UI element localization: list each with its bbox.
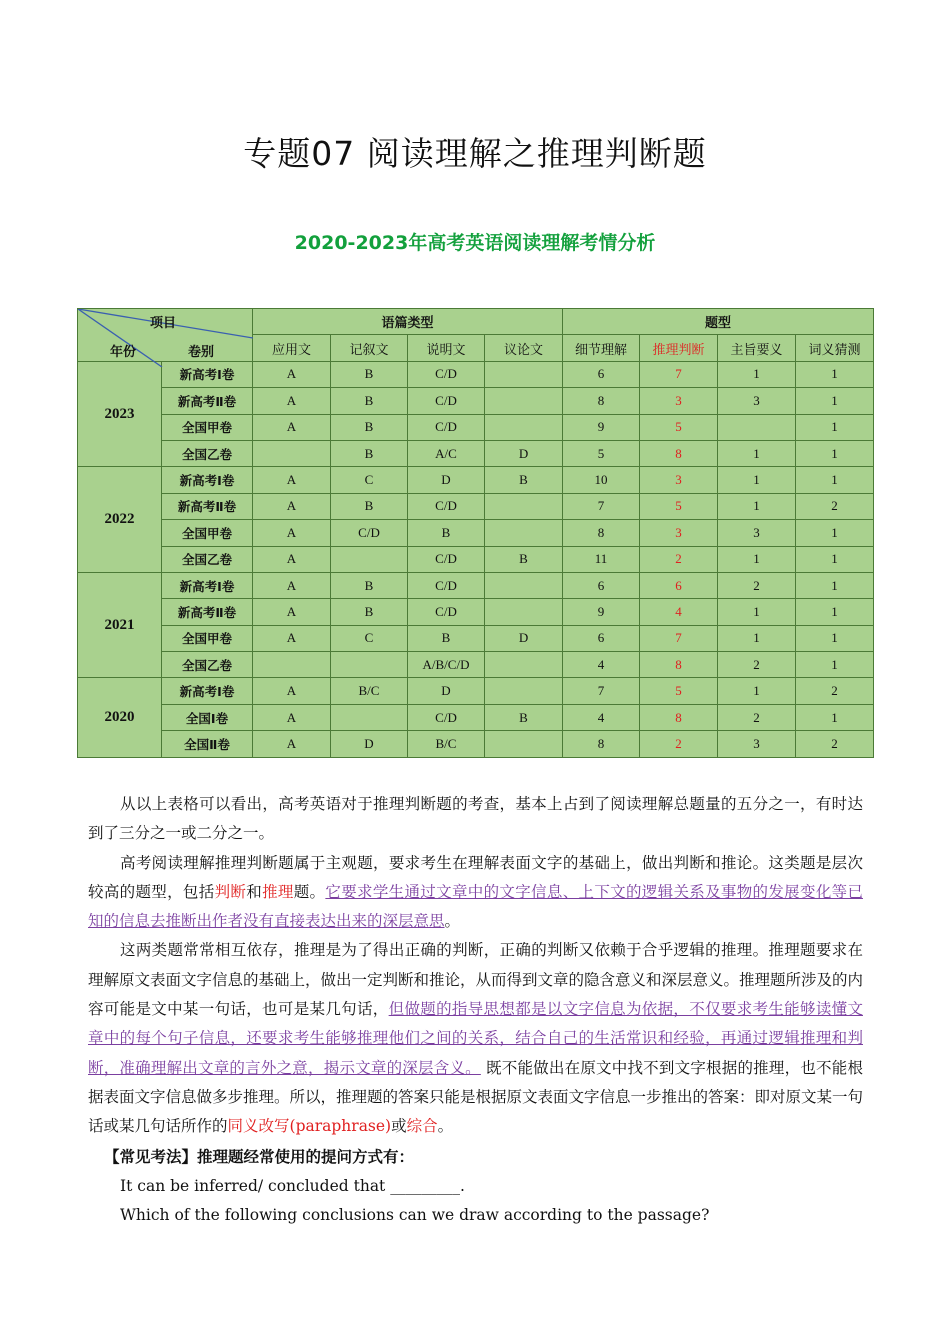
data-cell: 1: [718, 361, 796, 387]
table-row: [78, 599, 874, 625]
data-cell: 3: [640, 467, 718, 493]
question-type-header: 题型: [563, 309, 874, 335]
data-cell: 4: [563, 652, 640, 678]
data-cell: 1: [718, 678, 796, 704]
paragraph-2: [88, 849, 863, 937]
p2-end: 。: [444, 912, 461, 931]
data-cell: 5: [640, 414, 718, 440]
paper-cell: 新高考Ⅰ卷: [162, 678, 253, 704]
data-cell: 9: [563, 414, 640, 440]
data-cell: [485, 414, 563, 440]
data-cell: 2: [796, 731, 874, 757]
data-cell: A: [253, 731, 331, 757]
data-cell: 2: [640, 546, 718, 572]
p5-text: It can be inferred/ concluded that _________.: [120, 1176, 465, 1195]
data-cell: 1: [796, 652, 874, 678]
data-cell: [485, 361, 563, 387]
data-cell: 1: [796, 704, 874, 730]
data-cell: B: [408, 625, 485, 651]
page-subtitle: 2020-2023年高考英语阅读理解考情分析: [294, 232, 656, 254]
table-row: [78, 652, 874, 678]
data-cell: A: [253, 546, 331, 572]
data-cell: [718, 414, 796, 440]
table-row: [78, 493, 874, 519]
data-cell: A: [253, 520, 331, 546]
data-cell: C/D: [408, 414, 485, 440]
p3-text-a: 这两类题常常相互依存，推理是为了得出正确的判断，正确的判断又依赖于合乎逻辑的推理。推理题要求在理解原文表面文字信息的基础上，做出一定判断和推论，从而得到文章的隐含意义和深层意义。推理题所涉及的内容可能是文中某一句话，也可是某几句话，: [88, 941, 864, 1019]
sub-header-4: 细节理解: [563, 335, 640, 361]
table-row: [78, 678, 874, 704]
data-cell: 1: [796, 361, 874, 387]
p1-text: 从以上表格可以看出，高考英语对于推理判断题的考查，基本上占到了阅读理解总题量的五分之一，有时达到了三分之一或二分之一。: [88, 795, 863, 843]
data-cell: 2: [718, 704, 796, 730]
data-cell: B: [331, 361, 408, 387]
corner-item-label: 项目: [150, 316, 177, 331]
p3-highlight-paraphrase: 同义改写(paraphrase): [227, 1117, 392, 1136]
data-cell: 9: [563, 599, 640, 625]
data-cell: 1: [796, 388, 874, 414]
p4-heading-text: 【常见考法】推理题经常使用的提问方式有：: [104, 1146, 415, 1166]
table-row: [78, 520, 874, 546]
data-cell: [485, 652, 563, 678]
table-row: [78, 467, 874, 493]
paper-cell: 新高考Ⅰ卷: [162, 572, 253, 598]
data-cell: [485, 572, 563, 598]
paragraph-4-heading: [88, 1142, 863, 1172]
table-row: [78, 414, 874, 440]
data-cell: 3: [640, 520, 718, 546]
corner-paper-label: 卷别: [188, 345, 215, 360]
data-cell: 4: [563, 704, 640, 730]
data-cell: C: [331, 467, 408, 493]
data-cell: 1: [796, 520, 874, 546]
paper-cell: 全国甲卷: [162, 414, 253, 440]
data-cell: 8: [640, 652, 718, 678]
data-cell: 8: [563, 520, 640, 546]
table-row: [78, 572, 874, 598]
data-cell: A: [253, 572, 331, 598]
data-cell: B: [331, 414, 408, 440]
data-cell: 1: [796, 467, 874, 493]
sub-header-2: 说明文: [408, 335, 485, 361]
sub-header-6: 主旨要义: [718, 335, 796, 361]
data-cell: 1: [718, 625, 796, 651]
sub-header-5: 推理判断: [640, 335, 718, 361]
data-cell: 1: [796, 414, 874, 440]
table-row: [78, 388, 874, 414]
paper-cell: 新高考Ⅰ卷: [162, 361, 253, 387]
data-cell: 1: [796, 599, 874, 625]
paper-cell: 全国乙卷: [162, 652, 253, 678]
data-cell: B/C: [408, 731, 485, 757]
data-cell: A: [253, 678, 331, 704]
data-cell: C/D: [408, 704, 485, 730]
data-cell: A: [253, 388, 331, 414]
body-text: [88, 790, 863, 1230]
data-cell: 1: [796, 572, 874, 598]
data-cell: C/D: [408, 599, 485, 625]
paper-cell: 全国乙卷: [162, 440, 253, 466]
data-cell: B/C: [331, 678, 408, 704]
data-cell: B: [331, 493, 408, 519]
table-row: [78, 704, 874, 730]
table-row: [78, 731, 874, 757]
corner-year-label: 年份: [110, 345, 137, 360]
data-cell: 7: [563, 493, 640, 519]
data-cell: [485, 520, 563, 546]
paper-cell: 全国甲卷: [162, 625, 253, 651]
table-row: [78, 546, 874, 572]
data-cell: 3: [718, 731, 796, 757]
data-cell: D: [408, 467, 485, 493]
data-cell: 8: [640, 704, 718, 730]
p3-underlined: 但做题的指导思想都是以文字信息为依据，不仅要求考生能够读懂文章中的每个句子信息，还要求考生能够推理他们之间的关系，结合自己的生活常识和经验，再通过逻辑推理和判断，准确理解出文章的言外之意，揭示文章的深层含义。: [88, 1000, 863, 1077]
data-cell: 4: [640, 599, 718, 625]
table-row: [78, 440, 874, 466]
year-cell: 2023: [78, 361, 162, 467]
data-cell: A/C: [408, 440, 485, 466]
table-row: [78, 625, 874, 651]
data-cell: [331, 704, 408, 730]
paper-cell: 新高考Ⅱ卷: [162, 388, 253, 414]
data-cell: A: [253, 704, 331, 730]
paragraph-3: [88, 936, 863, 1141]
data-cell: 7: [640, 625, 718, 651]
p2-and: 和: [246, 882, 263, 901]
data-cell: [331, 652, 408, 678]
sub-header-7: 词义猜测: [796, 335, 874, 361]
year-cell: 2022: [78, 467, 162, 573]
data-cell: C/D: [331, 520, 408, 546]
data-cell: 1: [718, 440, 796, 466]
data-cell: [485, 599, 563, 625]
data-cell: 2: [718, 652, 796, 678]
exam-stats-table: [77, 308, 874, 758]
year-cell: 2021: [78, 572, 162, 678]
data-cell: 8: [563, 388, 640, 414]
data-cell: [485, 731, 563, 757]
data-cell: 3: [640, 388, 718, 414]
sub-header-1: 记叙文: [331, 335, 408, 361]
data-cell: 1: [718, 546, 796, 572]
data-cell: B: [408, 520, 485, 546]
data-cell: 1: [796, 625, 874, 651]
data-cell: 1: [718, 493, 796, 519]
corner-header-cell: [78, 309, 253, 362]
data-cell: [331, 546, 408, 572]
data-cell: C/D: [408, 361, 485, 387]
data-cell: 6: [563, 361, 640, 387]
data-cell: 1: [796, 546, 874, 572]
data-cell: B: [485, 467, 563, 493]
p3-text-b: 既不能做出在原文中找不到文字根据的推理，也不能根据表面文字信息做多步推理。所以，推理题的答案只能是根据原文表面文字信息一步推出的答案：即对原文某一句话或某几句话所作的: [88, 1058, 864, 1136]
data-cell: D: [485, 440, 563, 466]
data-cell: 5: [563, 440, 640, 466]
data-cell: 2: [796, 493, 874, 519]
data-cell: [485, 493, 563, 519]
paper-cell: 新高考Ⅰ卷: [162, 467, 253, 493]
data-cell: 6: [563, 572, 640, 598]
paper-cell: 全国乙卷: [162, 546, 253, 572]
p3-end: 。: [437, 1117, 454, 1136]
data-cell: D: [408, 678, 485, 704]
year-cell: 2020: [78, 678, 162, 757]
data-cell: 7: [640, 361, 718, 387]
p2-highlight-infer: 推理: [262, 882, 294, 901]
text-type-header: 语篇类型: [253, 309, 563, 335]
p2-text-b: 题。: [293, 882, 326, 901]
data-cell: D: [331, 731, 408, 757]
data-cell: B: [331, 599, 408, 625]
data-cell: 1: [718, 467, 796, 493]
p3-highlight-synthesis: 综合: [406, 1117, 438, 1136]
sub-header-3: 议论文: [485, 335, 563, 361]
p2-underlined: 它要求学生通过文章中的文字信息、上下文的逻辑关系及事物的发展变化等已知的信息去推断出作者没有直接表达出来的深层意思: [88, 882, 863, 931]
data-cell: A: [253, 599, 331, 625]
data-cell: [253, 440, 331, 466]
data-cell: 5: [640, 493, 718, 519]
data-cell: A: [253, 414, 331, 440]
data-cell: 3: [718, 388, 796, 414]
data-cell: C/D: [408, 388, 485, 414]
data-cell: C/D: [408, 572, 485, 598]
data-cell: 6: [640, 572, 718, 598]
paragraph-5: [88, 1172, 863, 1201]
data-cell: 2: [796, 678, 874, 704]
data-cell: A: [253, 467, 331, 493]
stats-body: [78, 361, 874, 757]
data-cell: B: [331, 572, 408, 598]
p3-or: 或: [391, 1117, 407, 1136]
page-title: 专题07 阅读理解之推理判断题: [243, 134, 707, 173]
p2-highlight-judge: 判断: [214, 882, 247, 901]
data-cell: B: [485, 546, 563, 572]
data-cell: A/B/C/D: [408, 652, 485, 678]
data-cell: D: [485, 625, 563, 651]
data-cell: 2: [718, 572, 796, 598]
p6-text: Which of the following conclusions can we draw according to the passage?: [120, 1206, 710, 1225]
paragraph-1: [88, 790, 863, 849]
data-cell: A: [253, 361, 331, 387]
data-cell: B: [331, 440, 408, 466]
data-cell: 6: [563, 625, 640, 651]
paper-cell: 全国甲卷: [162, 520, 253, 546]
data-cell: 7: [563, 678, 640, 704]
data-cell: C: [331, 625, 408, 651]
data-cell: C/D: [408, 546, 485, 572]
data-cell: 3: [718, 520, 796, 546]
data-cell: [485, 388, 563, 414]
paper-cell: 全国Ⅰ卷: [162, 704, 253, 730]
data-cell: [485, 678, 563, 704]
paper-cell: 全国Ⅱ卷: [162, 731, 253, 757]
data-cell: 5: [640, 678, 718, 704]
data-cell: C/D: [408, 493, 485, 519]
paper-cell: 新高考Ⅱ卷: [162, 599, 253, 625]
data-cell: B: [331, 388, 408, 414]
data-cell: 1: [796, 440, 874, 466]
data-cell: [253, 652, 331, 678]
data-cell: A: [253, 493, 331, 519]
data-cell: 8: [563, 731, 640, 757]
paper-cell: 新高考Ⅱ卷: [162, 493, 253, 519]
data-cell: 11: [563, 546, 640, 572]
sub-header-0: 应用文: [253, 335, 331, 361]
paragraph-6: [88, 1201, 863, 1230]
data-cell: 8: [640, 440, 718, 466]
stats-table-wrapper: [77, 308, 873, 758]
p2-text-a: 高考阅读理解推理判断题属于主观题，要求考生在理解表面文字的基础上，做出判断和推论。这类题是层次较高的题型，包括: [88, 853, 863, 901]
data-cell: 1: [718, 599, 796, 625]
data-cell: 10: [563, 467, 640, 493]
data-cell: B: [485, 704, 563, 730]
data-cell: A: [253, 625, 331, 651]
data-cell: 2: [640, 731, 718, 757]
